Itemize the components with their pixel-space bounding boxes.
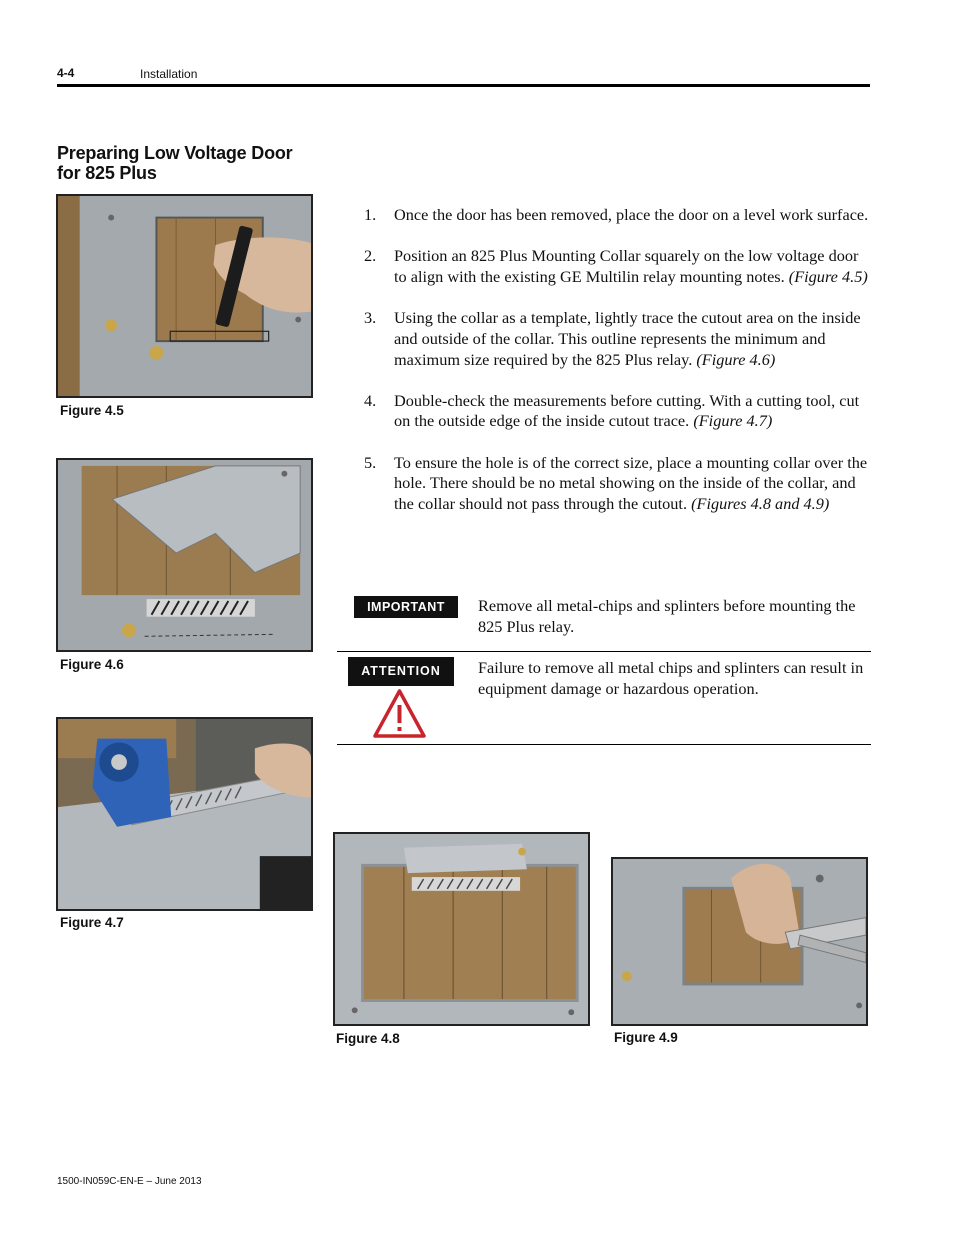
instruction-steps	[364, 205, 872, 535]
important-badge: IMPORTANT	[354, 596, 458, 618]
figure-4-6-caption: Figure 4.6	[60, 657, 124, 672]
figure-4-8-caption: Figure 4.8	[336, 1031, 400, 1046]
step-4: 4. Double-check the measurements before cutting. With a cutting tool, cut on the outside edge of the inside cutout trace. (Figure 4.7)	[364, 390, 860, 431]
section-name: Installation	[140, 67, 198, 81]
warning-triangle-icon	[372, 688, 427, 739]
attention-badge: ATTENTION	[348, 657, 454, 686]
document-footer: 1500-IN059C-EN-E – June 2013	[57, 1176, 202, 1187]
attention-text: Failure to remove all metal chips and splinters can result in equipment damage or hazardous operation.	[478, 658, 864, 698]
important-text: Remove all metal-chips and splinters before mounting the 825 Plus relay.	[478, 596, 856, 636]
page-number: 4-4	[57, 66, 75, 80]
figure-4-7-caption: Figure 4.7	[60, 915, 124, 930]
figure-4-7-photo	[56, 717, 313, 911]
step-1: 1. Once the door has been removed, place the door on a level work surface.	[364, 205, 869, 224]
attention-divider	[337, 744, 871, 745]
step-5: 5. To ensure the hole is of the correct size, place a mounting collar over the hole. There should be no metal showing on the inside of the collar, and the collar should not pass through the cutout. (Figures 4.8 and 4.9)	[364, 452, 868, 514]
important-divider	[337, 651, 871, 652]
step-2: 2. Position an 825 Plus Mounting Collar squarely on the low voltage door to align with the existing GE Multilin relay mounting notes. (Figure 4.5)	[364, 246, 868, 286]
figure-4-9-photo	[611, 857, 868, 1026]
section-title: Preparing Low Voltage Door for 825 Plus	[57, 143, 293, 183]
figure-4-8-photo	[333, 832, 590, 1026]
step-3: 3. Using the collar as a template, lightly trace the cutout area on the inside and outside of the collar. This outline represents the minimum and maximum size required by the 825 Plus relay. (Figure 4.6)	[364, 308, 861, 369]
figure-4-6-photo	[56, 458, 313, 652]
header-rule	[57, 84, 870, 87]
figure-4-5-caption: Figure 4.5	[60, 403, 124, 418]
figure-4-9-caption: Figure 4.9	[614, 1030, 678, 1045]
figure-4-5-photo	[56, 194, 313, 398]
